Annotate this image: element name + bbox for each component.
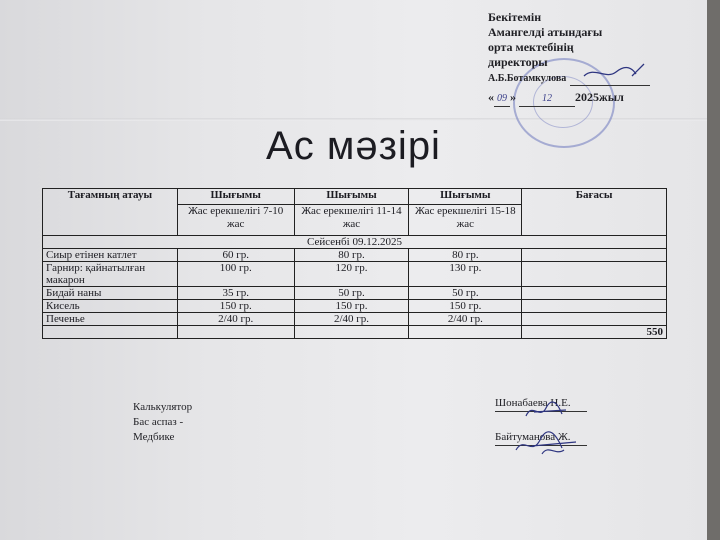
day-label: Сейсенбі 09.12.2025 (43, 236, 667, 249)
director-name: А.Б.Ботамкулова (488, 73, 567, 84)
dish-qty-3: 2/40 гр. (409, 313, 522, 326)
dish-name: Сиыр етінен катлет (43, 249, 178, 262)
date-open-quote: « (488, 90, 494, 104)
table-row (43, 313, 667, 326)
dish-qty-1: 60 гр. (177, 249, 294, 262)
table-row (43, 249, 667, 262)
dish-qty-3: 150 гр. (409, 300, 522, 313)
date-day: 09 (494, 91, 510, 107)
staff-name-2: Байтуманова Ж. (495, 431, 571, 443)
table-total-row (43, 326, 667, 339)
dish-price (522, 313, 667, 326)
role-nurse: Медбике (133, 431, 175, 443)
total-price: 550 (522, 326, 667, 339)
table-header-row (43, 189, 667, 205)
page-title: Ас мәзірі (266, 124, 441, 168)
dish-qty-2: 120 гр. (294, 262, 409, 287)
date-month: 12 (519, 91, 575, 107)
dish-qty-3: 130 гр. (409, 262, 522, 287)
dish-price (522, 300, 667, 313)
dish-price (522, 287, 667, 300)
approval-date (488, 90, 698, 107)
date-year: 2025жыл (575, 90, 624, 104)
date-close-quote: » (510, 90, 516, 104)
approval-line-1: Бекітемін (488, 10, 542, 24)
dish-qty-1: 2/40 гр. (177, 313, 294, 326)
dish-name: Гарнир: қайнатылған макарон (43, 262, 178, 287)
dish-qty-3: 80 гр. (409, 249, 522, 262)
age-group-3: Жас ерекшелігі 15-18 жас (409, 205, 522, 236)
dish-qty-1: 35 гр. (177, 287, 294, 300)
header-output-2: Шығымы (294, 189, 409, 205)
total-empty-3 (294, 326, 409, 339)
dish-price (522, 249, 667, 262)
staff-signature-1 (522, 400, 572, 422)
dish-price (522, 262, 667, 287)
role-head-cook: Бас аспаз - (133, 416, 184, 428)
dish-qty-3: 50 гр. (409, 287, 522, 300)
dish-qty-2: 150 гр. (294, 300, 409, 313)
approval-line-4: директоры (488, 55, 548, 69)
total-empty-1 (43, 326, 178, 339)
approval-line-2: Амангелді атындағы (488, 25, 603, 39)
table-day-row (43, 236, 667, 249)
dish-name: Бидай наны (43, 287, 178, 300)
role-calculator: Калькулятор (133, 401, 193, 413)
approval-line-3: орта мектебінің (488, 40, 574, 54)
header-price: Бағасы (522, 189, 667, 236)
total-empty-4 (409, 326, 522, 339)
age-group-2: Жас ерекшелігі 11-14 жас (294, 205, 409, 236)
staff-roles (133, 400, 192, 445)
dish-qty-2: 80 гр. (294, 249, 409, 262)
header-output-3: Шығымы (409, 189, 522, 205)
director-signature (580, 62, 650, 84)
header-output-1: Шығымы (177, 189, 294, 205)
dish-qty-1: 100 гр. (177, 262, 294, 287)
dish-qty-2: 2/40 гр. (294, 313, 409, 326)
header-name: Тағамның атауы (43, 189, 178, 236)
dish-name: Кисель (43, 300, 178, 313)
menu-table (42, 188, 667, 339)
table-row (43, 262, 667, 287)
dish-name: Печенье (43, 313, 178, 326)
staff-name-1: Шонабаева Н.Е. (495, 397, 571, 409)
table-row (43, 300, 667, 313)
age-group-1: Жас ерекшелігі 7-10 жас (177, 205, 294, 236)
dish-qty-1: 150 гр. (177, 300, 294, 313)
approval-block (488, 10, 698, 107)
total-empty-2 (177, 326, 294, 339)
table-row (43, 287, 667, 300)
dish-qty-2: 50 гр. (294, 287, 409, 300)
staff-signature-2 (512, 430, 582, 460)
